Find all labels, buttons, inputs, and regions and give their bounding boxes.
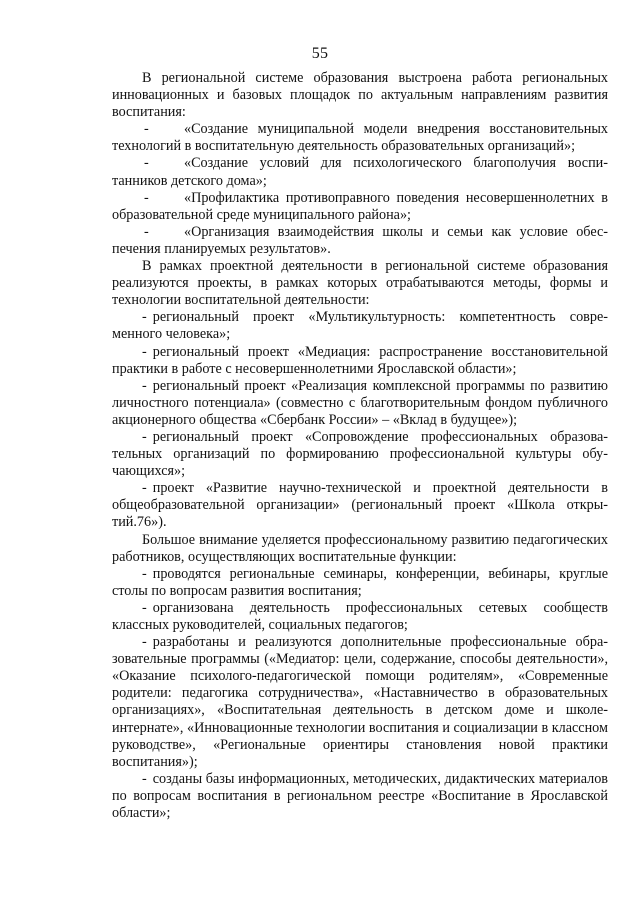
list-item xyxy=(112,378,608,429)
list-item xyxy=(112,155,608,189)
list-item-text: созданы базы информационных, методических, дидактических материалов по вопросам воспитания в региональном реестре «Воспитание в Ярославской области»; xyxy=(112,770,608,822)
list-item-text: региональный проект «Сопровождение профессиональных образовательных организаций по формированию профессиональной культуры обучающихся»; xyxy=(112,428,608,480)
list-item xyxy=(112,634,608,771)
list-item-text: региональный проект «Медиация: распространение восстановительной практики в работе с несовершеннолетними Ярославской области»; xyxy=(112,343,608,377)
list-marker: - xyxy=(142,343,147,360)
list-item-text: проводятся региональные семинары, конференции, вебинары, круглые столы по вопросам развития воспитания; xyxy=(112,565,608,599)
page-number: 55 xyxy=(311,45,329,62)
list-item xyxy=(112,224,608,258)
paragraph: Большое внимание уделяется профессиональному развитию педагогических работников, осуществляющих воспитательные функции: xyxy=(112,531,608,565)
list-marker: - xyxy=(142,770,147,787)
list-item xyxy=(112,190,608,224)
list-item xyxy=(112,121,608,155)
list-marker: - xyxy=(144,189,149,206)
list-item-text: «Профилактика противоправного поведения несовершеннолетних в образовательной среде муниципального района»; xyxy=(112,189,608,223)
list-item xyxy=(112,429,608,480)
list-item xyxy=(112,480,608,531)
list-marker: - xyxy=(142,480,147,497)
paragraph: В региональной системе образования выстроена работа региональных инновационных и базовых площадок по актуальным направлениям развития воспитания: xyxy=(112,70,608,121)
list-item xyxy=(112,771,608,822)
list-marker: - xyxy=(142,634,147,651)
list-item-text: «Создание условий для психологического благополучия воспитанников детского дома»; xyxy=(112,155,608,189)
list-marker: - xyxy=(144,155,149,172)
document-body xyxy=(112,70,608,822)
list-item-text: «Создание муниципальной модели внедрения восстановительных технологий в воспитательную деятельность образовательных организаций»; xyxy=(112,121,608,155)
list-marker: - xyxy=(142,377,147,394)
list-item-text: региональный проект «Мультикультурность: компетентность современного человека»; xyxy=(112,309,608,343)
list-marker: - xyxy=(142,599,147,616)
list-item-text: разработаны и реализуются дополнительные профессиональные образовательные программы («Медиатор: цели, содержание, способы деятельности», «Оказание психолого-педагогической помощи родителям», «Современные родители: педагогика сотрудничества», «Наставничество в образовательных организациях», «Воспитательная деятельность в детском доме и школе-интернате», «Инновационные технологии воспитания и социализации в классном руководстве», «Региональные ориентиры становления новой практики воспитания»); xyxy=(112,634,608,770)
list-item xyxy=(112,566,608,600)
list-item xyxy=(112,344,608,378)
list-marker: - xyxy=(144,121,149,138)
list-marker: - xyxy=(142,428,147,445)
list-item xyxy=(112,600,608,634)
list-marker: - xyxy=(142,565,147,582)
list-item-text: организована деятельность профессиональных сетевых сообществ классных руководителей, социальных педагогов; xyxy=(112,599,608,633)
list-marker: - xyxy=(144,223,149,240)
list-marker: - xyxy=(142,309,147,326)
list-item-text: проект «Развитие научно-технической и проектной деятельности в общеобразовательной организации» (региональный проект «Школа открытий.76»). xyxy=(112,480,608,531)
paragraph: В рамках проектной деятельности в региональной системе образования реализуются проекты, в рамках которых отрабатываются методы, формы и технологии воспитательной деятельности: xyxy=(112,258,608,309)
list-item-text: региональный проект «Реализация комплексной программы по развитию личностного потенциала» (совместно с благотворительным фондом публичного акционерного общества «Сбербанк России» – «Вклад в будущее»); xyxy=(112,377,608,428)
list-item-text: «Организация взаимодействия школы и семьи как условие обеспечения планируемых результатов». xyxy=(112,223,608,257)
list-item xyxy=(112,309,608,343)
